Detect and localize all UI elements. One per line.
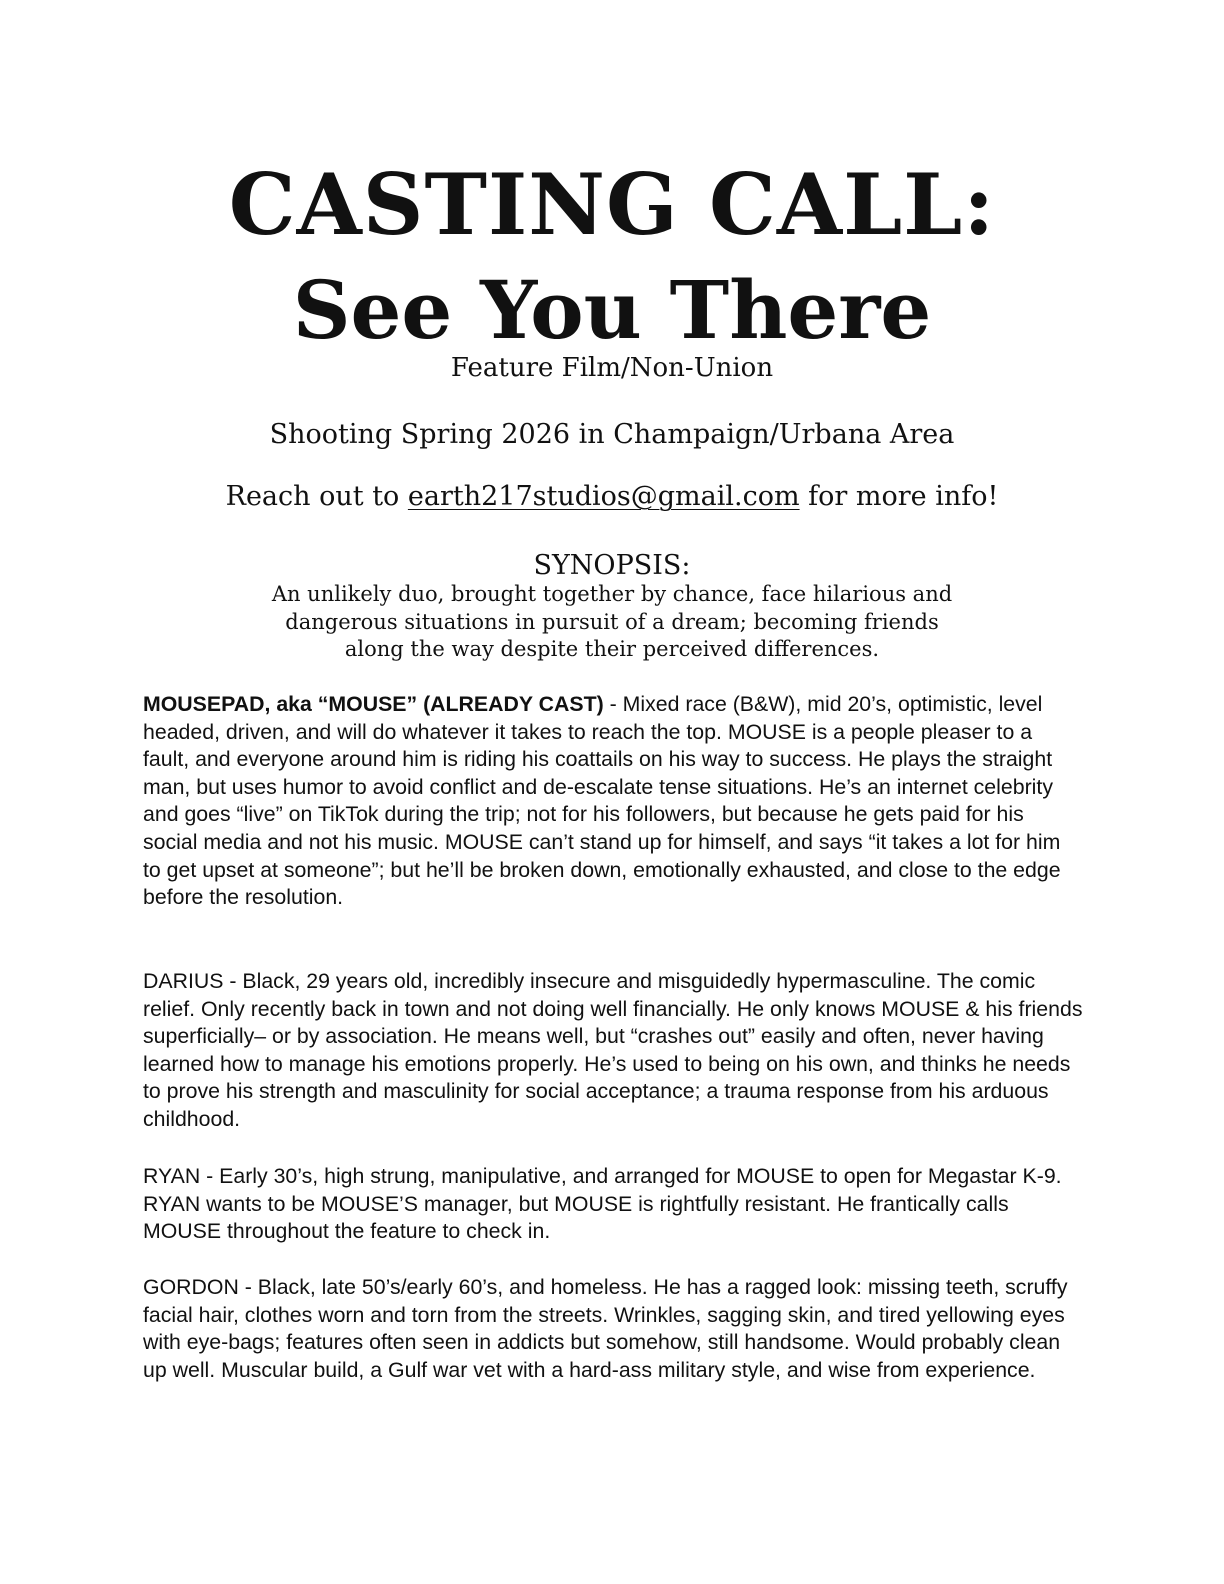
role-gordon [143, 1274, 1083, 1384]
role-description: - Mixed race (B&W), mid 20’s, optimistic, level headed, driven, and will do whatever it takes to reach the top. MOUSE is a people pleaser to a fault, and everyone around him is riding his coattails on his way to success. He plays the straight man, but uses humor to avoid conflict and de-escalate tense situations. He’s an internet celebrity and goes “live” on TikTok during the trip; not for his followers, but because he gets paid for his social media and not his music. MOUSE can’t stand up for himself, and says “it takes a lot for him to get upset at someone”; but he’ll be broken down, emotionally exhausted, and close to the edge before the resolution. [143, 692, 1061, 910]
role-description: - Black, late 50’s/early 60’s, and homeless. He has a ragged look: missing teeth, scruffy facial hair, clothes worn and torn from the streets. Wrinkles, sagging skin, and tired yellowing eyes with eye-bags; features often seen in addicts but somehow, still handsome. Would probably clean up well. Muscular build, a Gulf war vet with a hard-ass military style, and wise from experience. [143, 1275, 1068, 1382]
synopsis-text [212, 581, 1012, 664]
synopsis-line: dangerous situations in pursuit of a dream; becoming friends [285, 609, 939, 634]
contact-suffix: for more info! [799, 481, 999, 512]
film-title: See You There [292, 263, 932, 357]
document-title: CASTING CALL: [228, 155, 996, 254]
role-name: RYAN [143, 1164, 201, 1188]
role-name: GORDON [143, 1275, 239, 1299]
contact-email-link[interactable]: earth217studios@gmail.com [407, 481, 800, 512]
role-name: DARIUS [143, 969, 224, 993]
feature-type: Feature Film/Non-Union [450, 353, 774, 383]
contact-prefix: Reach out to [225, 481, 408, 512]
contact-line [0, 478, 1224, 516]
shooting-info: Shooting Spring 2026 in Champaign/Urbana Area [269, 419, 955, 450]
role-darius [143, 968, 1083, 1134]
synopsis-line: An unlikely duo, brought together by chance, face hilarious and [271, 582, 953, 606]
role-mouse [143, 691, 1083, 912]
synopsis-line: along the way despite their perceived differences. [344, 637, 880, 661]
synopsis-heading: SYNOPSIS: [533, 550, 691, 581]
role-description: - Black, 29 years old, incredibly insecure and misguidedly hypermasculine. The comic relief. Only recently back in town and not doing well financially. He only knows MOUSE & his friends superficially– or by association. He means well, but “crashes out” easily and often, never having learned how to manage his emotions properly. He’s used to being on his own, and thinks he needs to prove his strength and masculinity for social acceptance; a trauma response from his arduous childhood. [143, 969, 1083, 1131]
role-description: - Early 30’s, high strung, manipulative, and arranged for MOUSE to open for Megastar K-9. RYAN wants to be MOUSE’S manager, but MOUSE is rightfully resistant. He frantically calls MOUSE throughout the feature to check in. [143, 1164, 1062, 1244]
role-name: MOUSEPAD, aka “MOUSE” (ALREADY CAST) [143, 692, 604, 716]
role-ryan [143, 1163, 1083, 1246]
